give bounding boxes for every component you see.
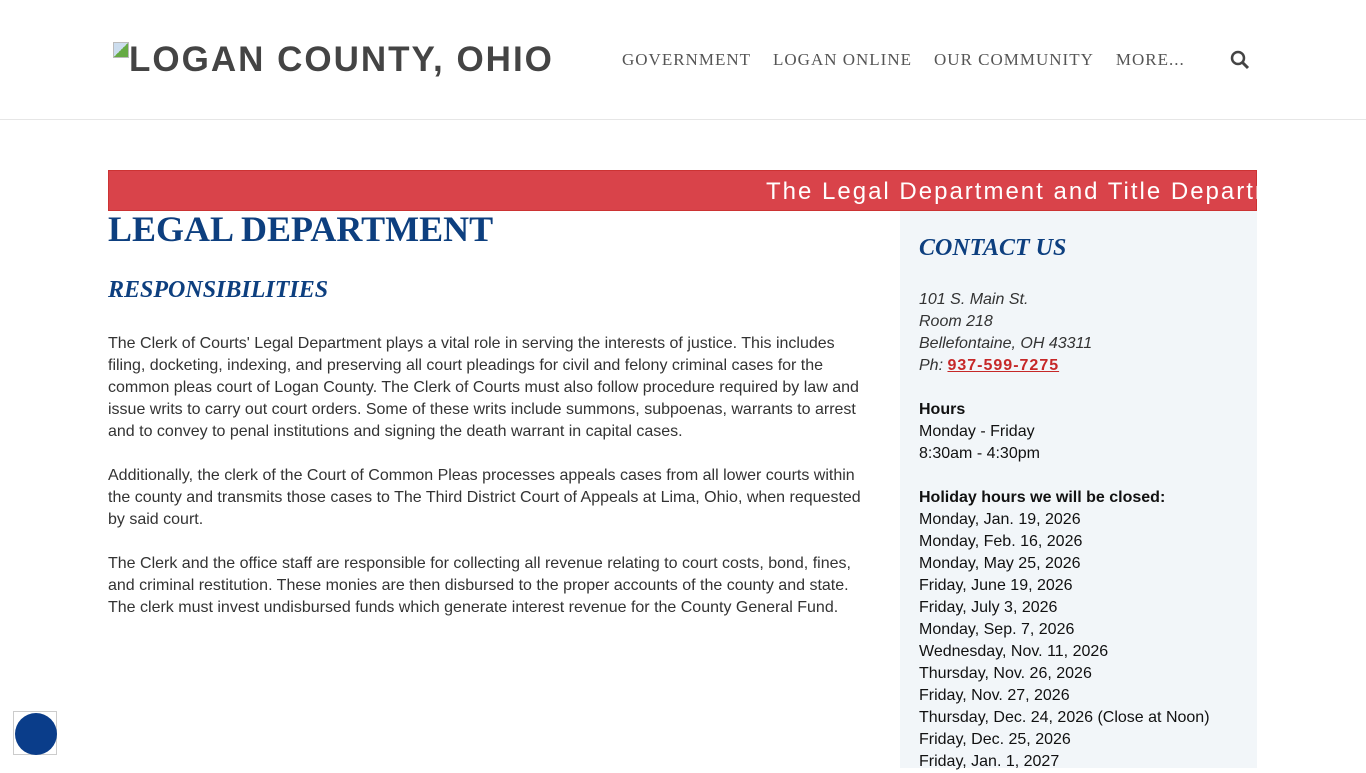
- main-nav: [622, 50, 1185, 70]
- scrolling-banner: [108, 170, 1317, 211]
- contact-sidebar: [900, 211, 1257, 768]
- accessibility-icon: [15, 713, 57, 755]
- holiday-item: Friday, Dec. 25, 2026: [919, 731, 1071, 748]
- site-header: [0, 0, 1366, 120]
- holiday-item: Monday, Sep. 7, 2026: [919, 621, 1075, 638]
- address: [919, 289, 1238, 377]
- search-icon[interactable]: [1230, 50, 1250, 70]
- address-line: Room 218: [919, 313, 993, 330]
- holiday-item: Thursday, Nov. 26, 2026: [919, 665, 1092, 682]
- site-logo[interactable]: [113, 40, 554, 80]
- address-line: Bellefontaine, OH 43311: [919, 335, 1093, 352]
- phone-link[interactable]: 937-599-7275: [947, 357, 1060, 374]
- nav-our-community[interactable]: OUR COMMUNITY: [934, 50, 1094, 69]
- paragraph: The Clerk of Courts' Legal Department plays a vital role in serving the interests of justice. This includes filing, docketing, indexing, and preserving all court pleadings for civil and felony criminal cases for the common pleas court of Logan County. The Clerk of Courts must also follow procedure required by law and issue writs to carry out court orders. Some of these writs include summons, subpoenas, warrants to arrest and to convey to penal institutions and signing the death warrant in capital cases.: [108, 335, 859, 440]
- banner-text: The Legal Department and Title Department: [766, 178, 1317, 205]
- holiday-item: Thursday, Dec. 24, 2026 (Close at Noon): [919, 709, 1210, 726]
- holiday-item: Friday, June 19, 2026: [919, 577, 1073, 594]
- hours-title: Hours: [919, 401, 966, 418]
- paragraph: Additionally, the clerk of the Court of Common Pleas processes appeals cases from all lower courts within the county and transmits those cases to The Third District Court of Appeals at Lima, Ohio, when requested by said court.: [108, 467, 861, 528]
- holiday-item: Monday, Feb. 16, 2026: [919, 533, 1083, 550]
- holiday-item: Wednesday, Nov. 11, 2026: [919, 643, 1109, 660]
- holiday-item: Friday, Jan. 1, 2027: [919, 753, 1060, 770]
- address-line: 101 S. Main St.: [919, 291, 1029, 308]
- hours-days: Monday - Friday: [919, 423, 1035, 440]
- contact-title: CONTACT US: [919, 235, 1067, 261]
- nav-more[interactable]: MORE...: [1115, 50, 1185, 69]
- holiday-title: Holiday hours we will be closed:: [919, 489, 1166, 506]
- main-content: [108, 333, 868, 641]
- phone-label: Ph:: [919, 357, 948, 374]
- holiday-item: Monday, Jan. 19, 2026: [919, 511, 1081, 528]
- paragraph: The Clerk and the office staff are responsible for collecting all revenue relating to court costs, bond, fines, and criminal restitution. These monies are then disbursed to the proper accounts of the county and state. The clerk must invest undisbursed funds which generate interest revenue for the County General Fund.: [108, 555, 851, 616]
- nav-government[interactable]: GOVERNMENT: [622, 50, 751, 69]
- holiday-item: Friday, Nov. 27, 2026: [919, 687, 1070, 704]
- broken-image-icon: [113, 42, 129, 58]
- holiday-list: [919, 509, 1238, 773]
- page-title: LEGAL DEPARTMENT: [108, 209, 494, 249]
- section-title: RESPONSIBILITIES: [108, 277, 329, 303]
- hours-time: 8:30am - 4:30pm: [919, 445, 1040, 462]
- logo-text: LOGAN COUNTY, OHIO: [129, 40, 554, 79]
- accessibility-button[interactable]: [13, 711, 57, 755]
- nav-logan-online[interactable]: LOGAN ONLINE: [773, 50, 913, 69]
- holiday-item: Friday, July 3, 2026: [919, 599, 1058, 616]
- holiday-item: Monday, May 25, 2026: [919, 555, 1081, 572]
